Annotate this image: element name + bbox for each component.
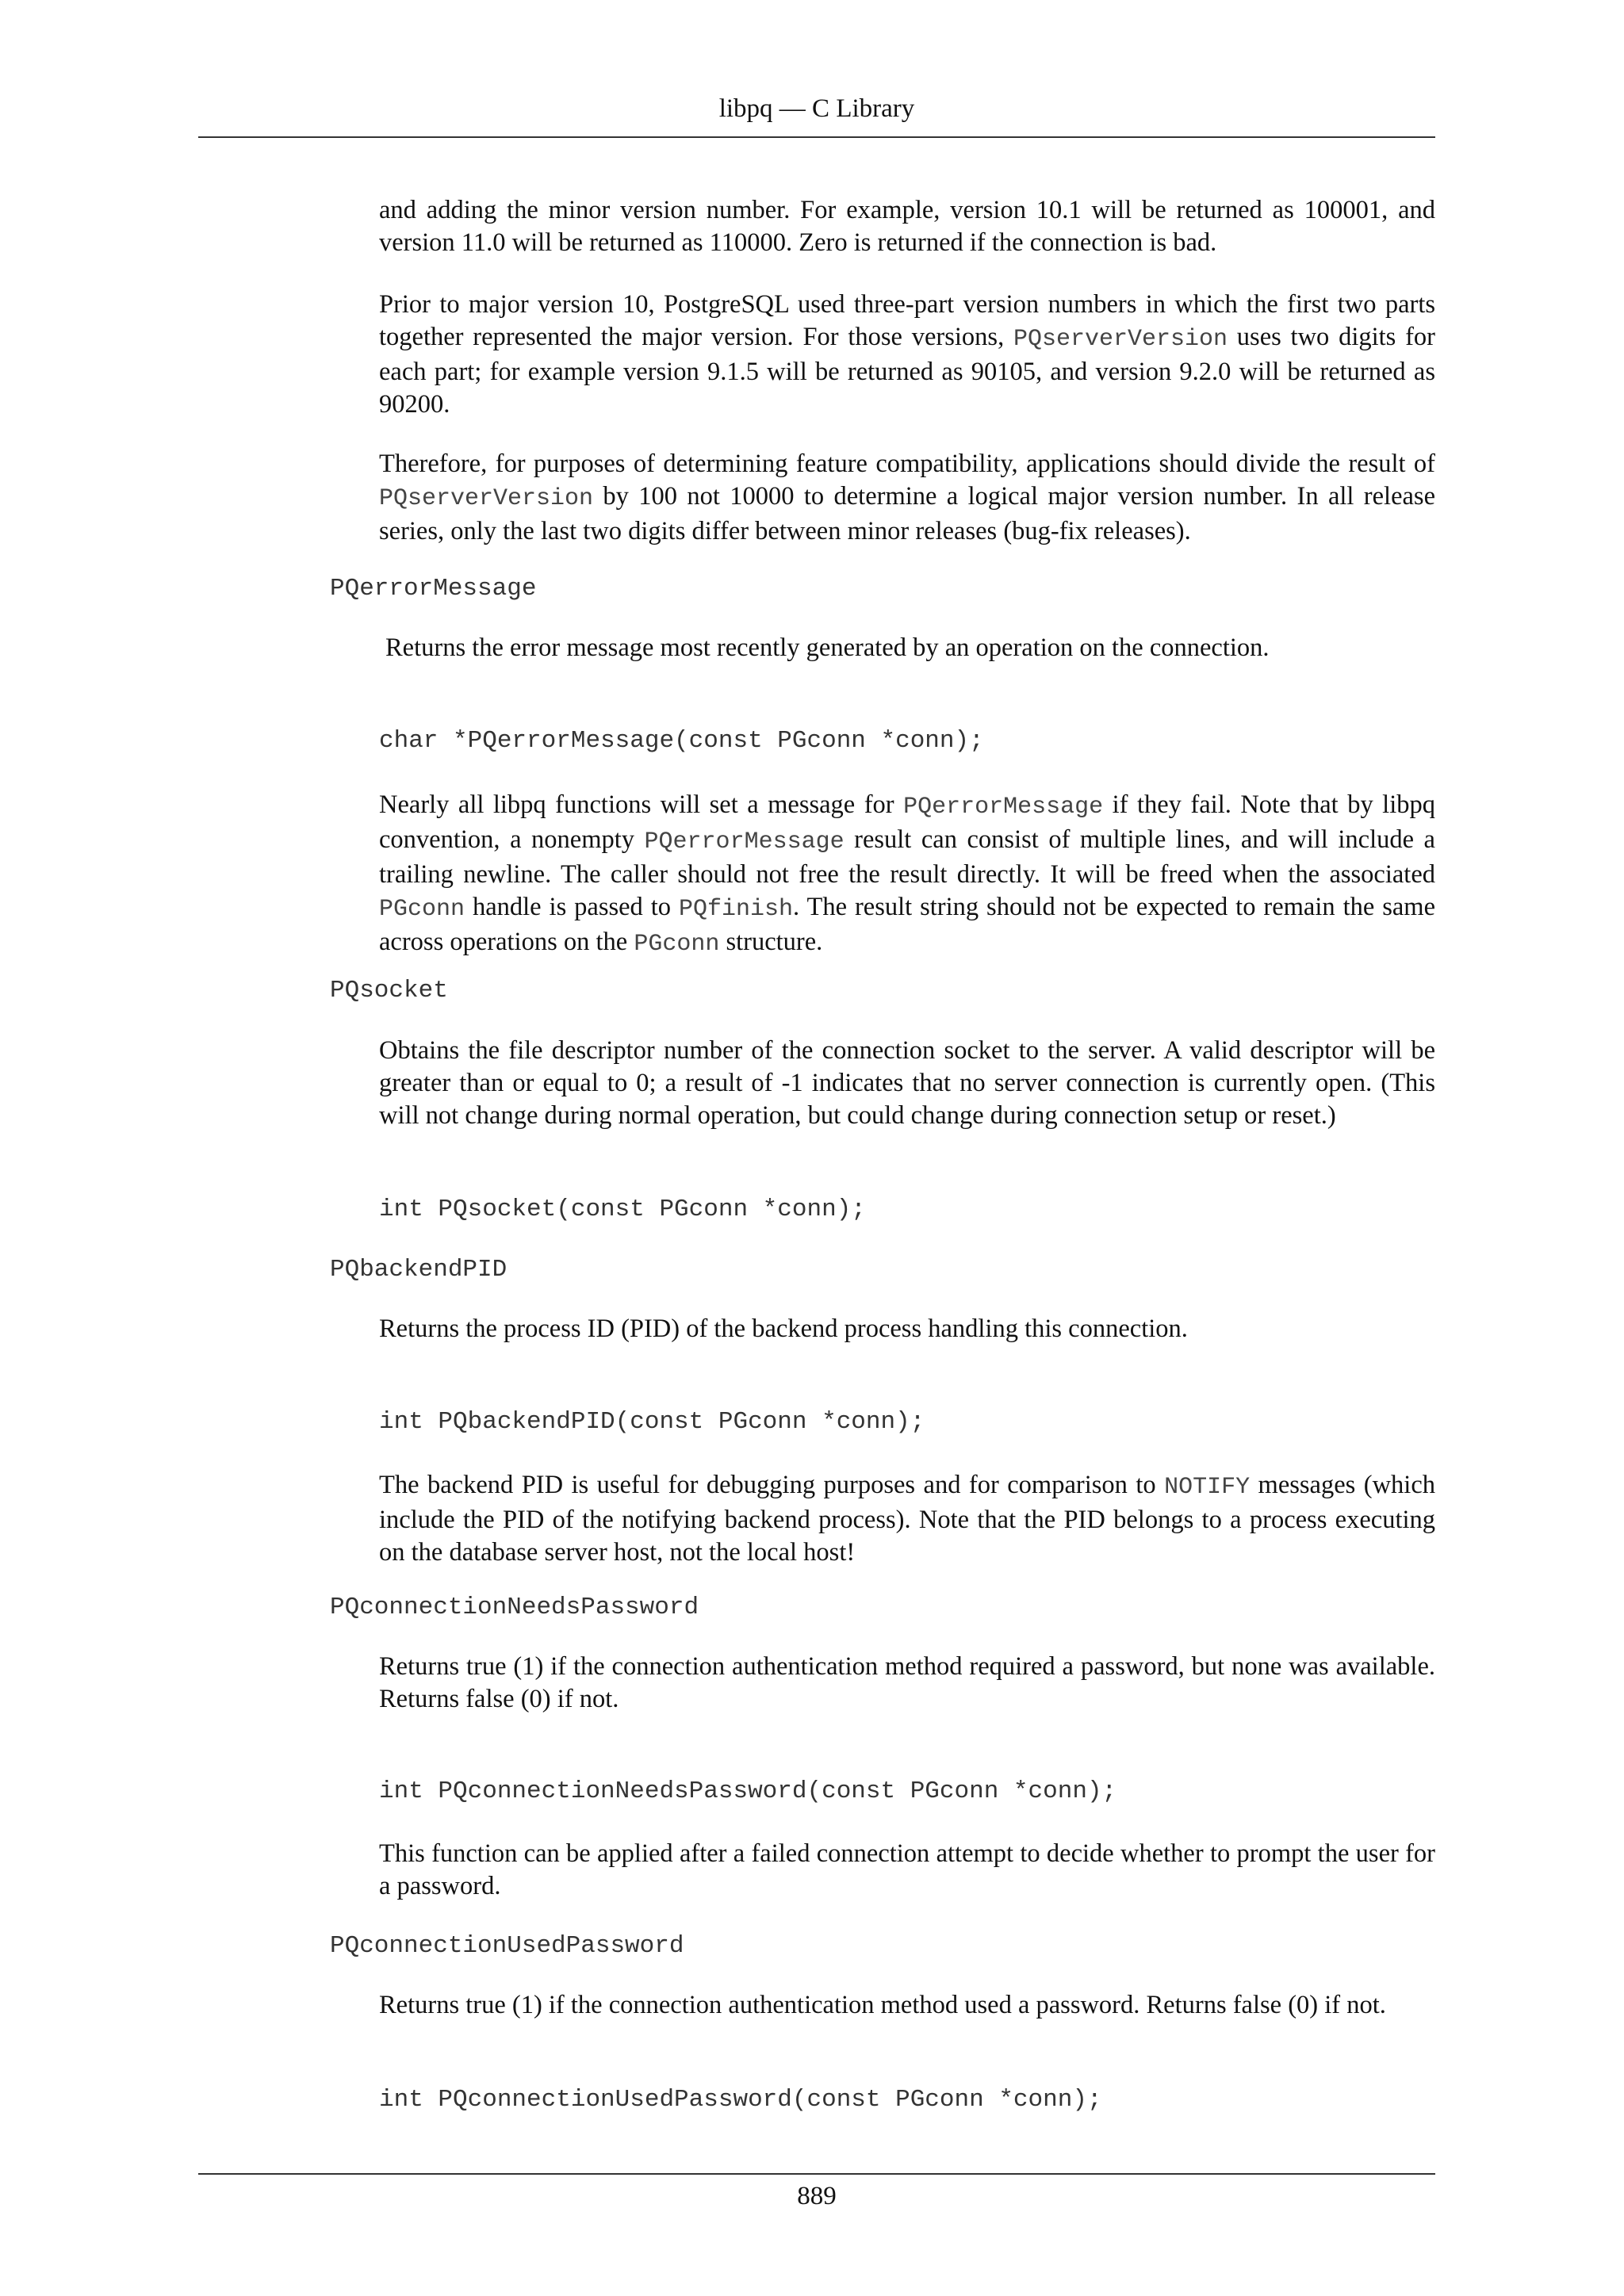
running-header: libpq — C Library	[718, 94, 915, 123]
inline-code-pqerrormessage: PQerrorMessage	[644, 828, 845, 855]
inline-code-pqfinish: PQfinish	[678, 896, 793, 923]
desc-pqconnectionneedspassword: Returns true (1) if the connection authentication method required a password, but none was available. Returns false (0) if not.	[379, 1652, 1435, 1713]
footer-rule	[198, 2173, 1435, 2175]
term-pqerrormessage: PQerrorMessage	[330, 575, 537, 603]
code-pqsocket: int PQsocket(const PGconn *conn);	[379, 1196, 866, 1223]
code-pqbackendpid: int PQbackendPID(const PGconn *conn);	[379, 1408, 925, 1436]
inline-code-pqerrormessage: PQerrorMessage	[903, 794, 1104, 821]
code-pqconnectionneedspassword: int PQconnectionNeedsPassword(const PGconn *conn);	[379, 1777, 1117, 1805]
term-pqconnectionusedpassword: PQconnectionUsedPassword	[330, 1932, 684, 1960]
paragraph-version-number: and adding the minor version number. For example, version 10.1 will be returned as 100001, and version 11.0 will be returned as 110000. Zero is returned if the connection is bad.	[379, 196, 1435, 257]
paragraph-prior-versions: Prior to major version 10, PostgreSQL used three-part version numbers in which the first two parts together represented the major version. For those versions, PQserverVersion uses two digits for each part; for example version 9.1.5 will be returned as 90105, and version 9.2.0 will be returned as 90200.	[379, 290, 1435, 419]
term-pqconnectionneedspassword: PQconnectionNeedsPassword	[330, 1594, 699, 1621]
note-pqconnectionneedspassword: This function can be applied after a failed connection attempt to decide whether to prompt the user for a password.	[379, 1839, 1435, 1900]
desc-pqerrormessage: Returns the error message most recently generated by an operation on the connection.	[385, 633, 1270, 662]
term-pqbackendpid: PQbackendPID	[330, 1256, 508, 1284]
inline-code-pqserverversion: PQserverVersion	[1013, 326, 1228, 353]
header-rule	[198, 136, 1435, 138]
desc-pqsocket: Obtains the file descriptor number of the connection socket to the server. A valid descriptor will be greater than or equal to 0; a result of -1 indicates that no server connection is currently open. (This will not change during normal operation, but could change during connection setup or reset.)	[379, 1036, 1435, 1130]
paragraph-feature-compatibility: Therefore, for purposes of determining feature compatibility, applications should divide the result of PQserverVersion by 100 not 10000 to determine a logical major version number. In all release series, only the last two digits differ between minor releases (bug-fix releases).	[379, 450, 1435, 545]
inline-code-notify: NOTIFY	[1164, 1474, 1251, 1501]
term-pqsocket: PQsocket	[330, 977, 448, 1004]
code-pqerrormessage: char *PQerrorMessage(const PGconn *conn);	[379, 727, 984, 755]
note-pqbackendpid: The backend PID is useful for debugging purposes and for comparison to NOTIFY messages (which include the PID of the notifying backend process). Note that the PID belongs to a process executing on the database server host, not the local host!	[379, 1471, 1435, 1567]
inline-code-pgconn: PGconn	[634, 931, 720, 958]
inline-code-pqserverversion: PQserverVersion	[379, 485, 594, 512]
inline-code-pgconn: PGconn	[379, 896, 465, 923]
desc-pqbackendpid: Returns the process ID (PID) of the backend process handling this connection.	[379, 1314, 1188, 1343]
note-pqerrormessage: Nearly all libpq functions will set a message for PQerrorMessage if they fail. Note that by libpq convention, a nonempty PQerrorMessage result can consist of multiple lines, and will include a trailing newline. The caller should not free the result directly. It will be freed when the associated PGconn handle is passed to PQfinish. The result string should not be expected to remain the same across operations on the PGconn structure.	[379, 790, 1435, 958]
desc-pqconnectionusedpassword: Returns true (1) if the connection authentication method used a password. Returns false (0) if not.	[379, 1991, 1386, 2019]
page-number: 889	[797, 2182, 837, 2210]
code-pqconnectionusedpassword: int PQconnectionUsedPassword(const PGconn *conn);	[379, 2086, 1102, 2114]
